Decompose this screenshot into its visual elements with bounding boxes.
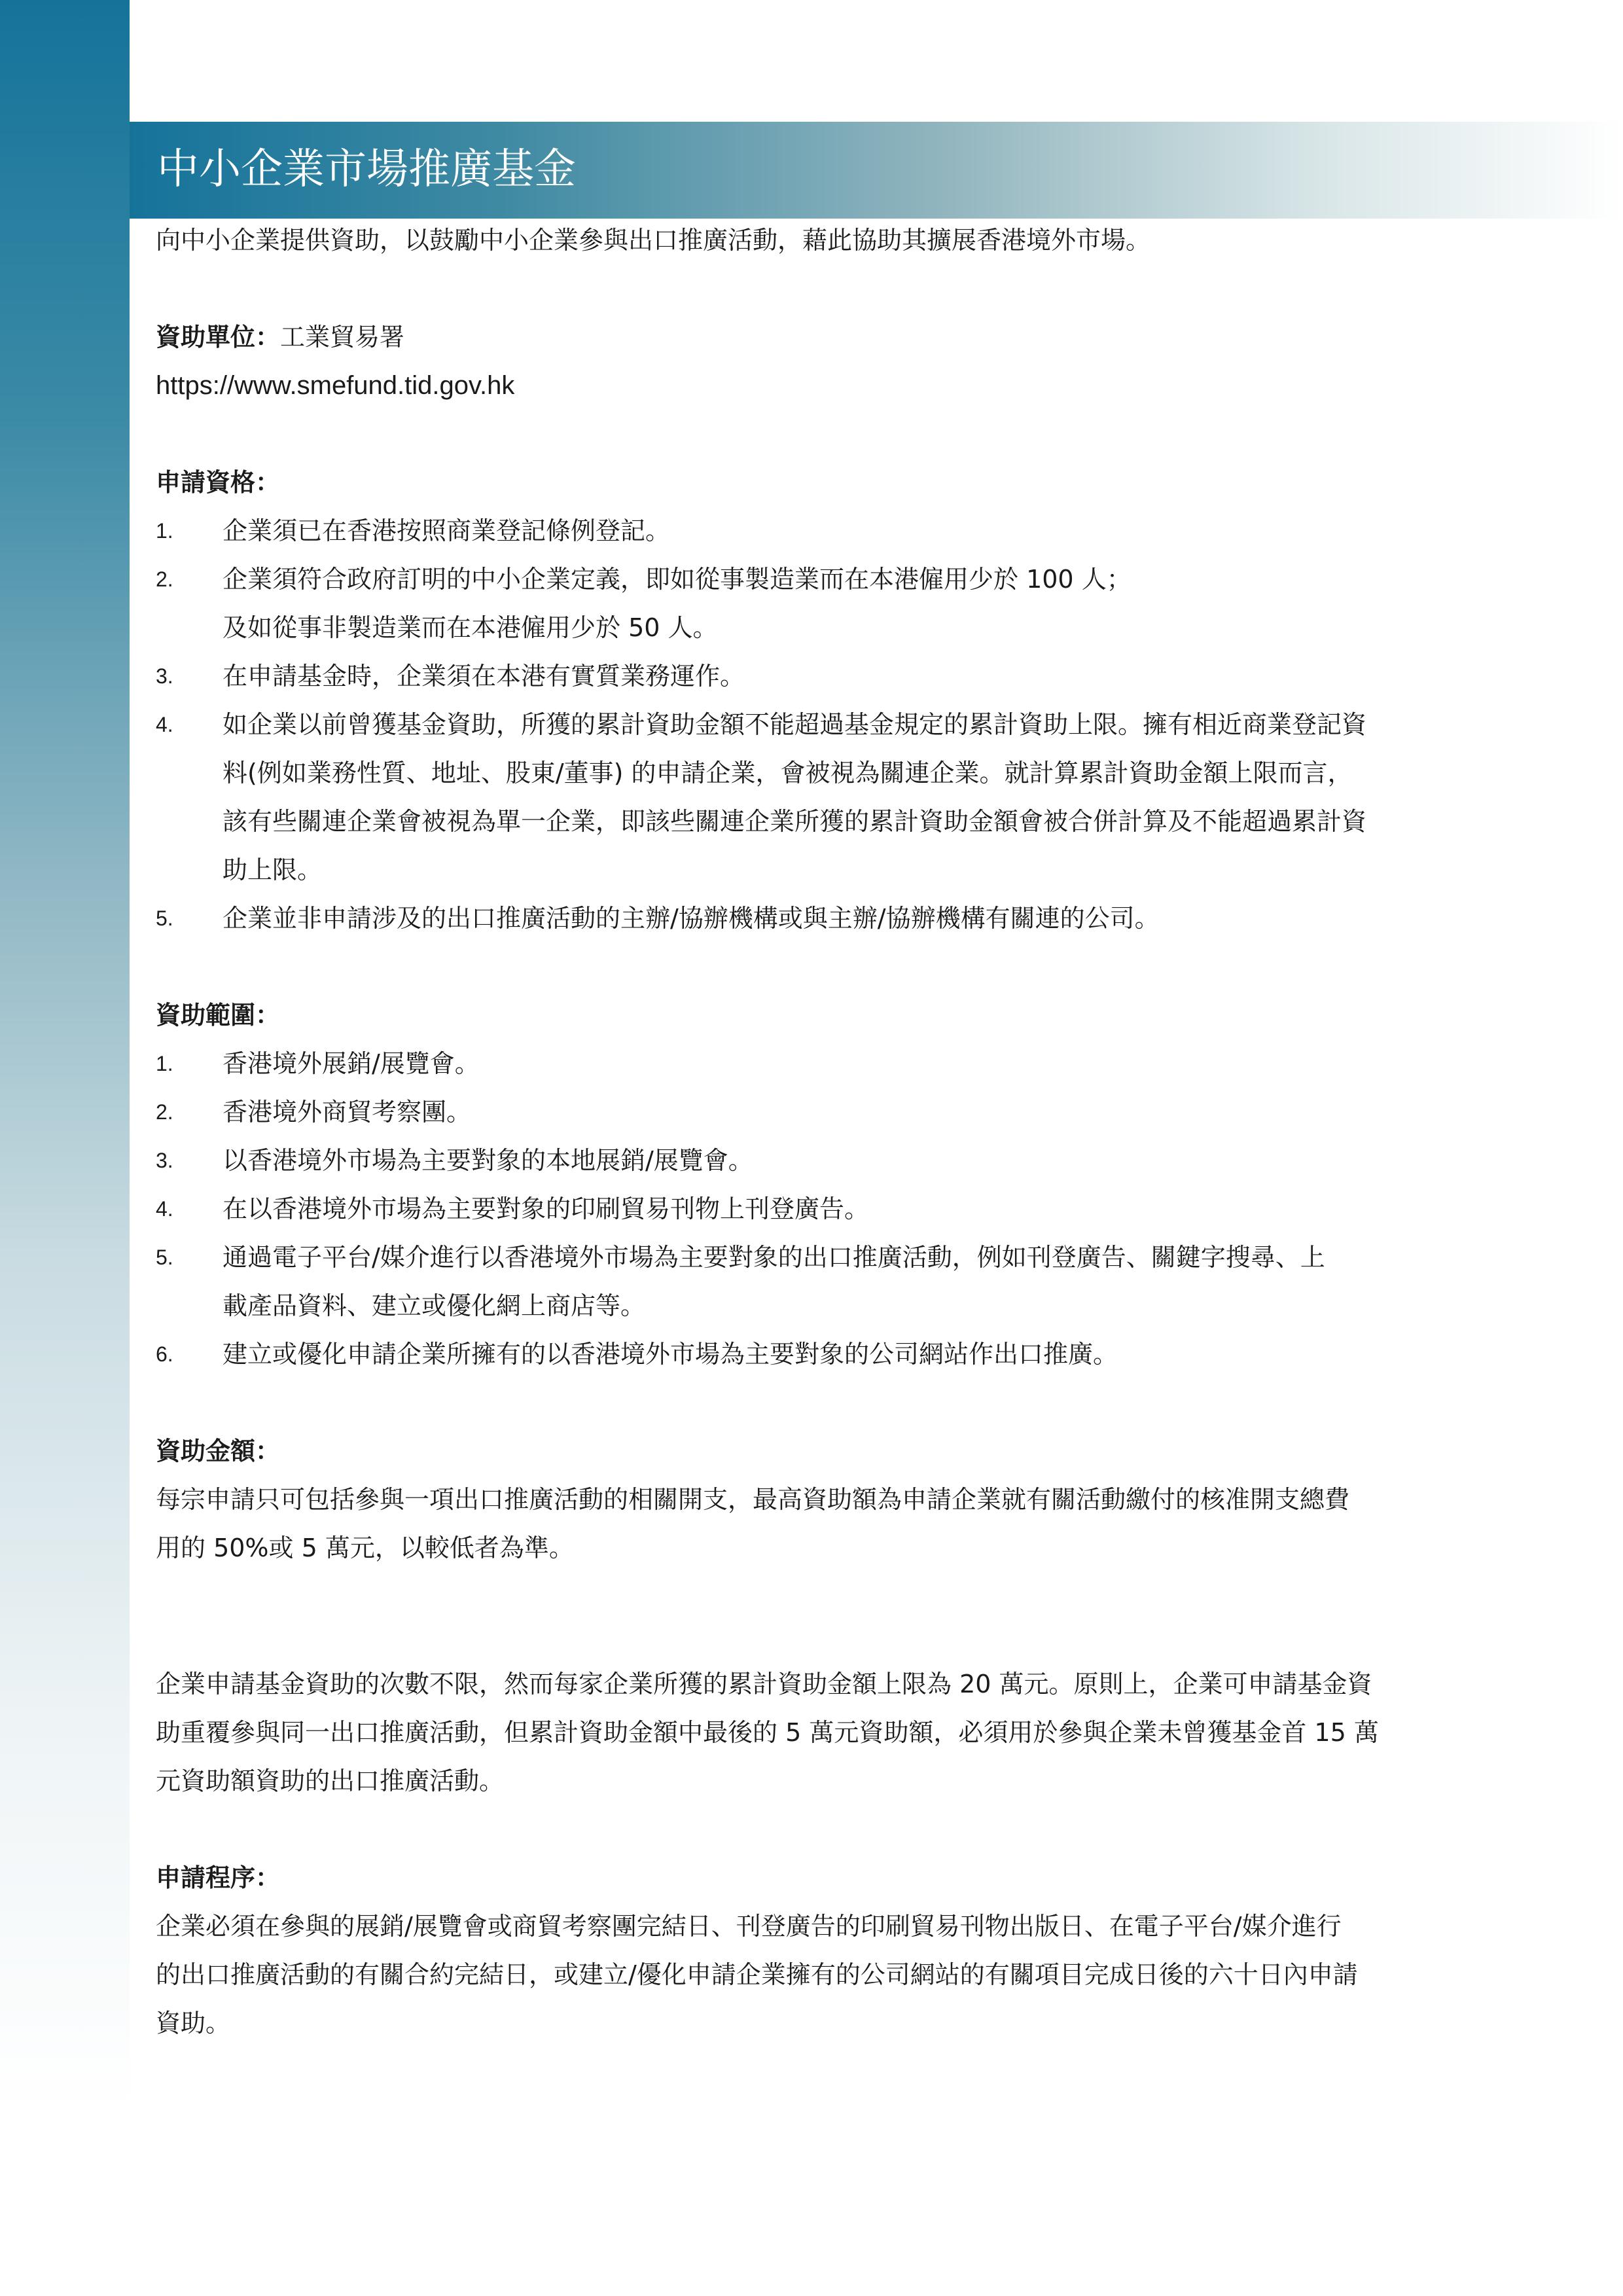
list-item	[156, 1088, 1491, 1136]
list-item-line: 企業須符合政府訂明的中小企業定義，即如從事製造業而在本港僱用少於 100 人；	[223, 565, 1132, 594]
list-item-text	[223, 894, 1491, 942]
paragraph-line: 資助。	[156, 2009, 231, 2037]
intro-text: 向中小企業提供資助，以鼓勵中小企業參與出口推廣活動，藉此協助其擴展香港境外市場。	[156, 226, 1151, 255]
paragraph-line: 元資助額資助的出口推廣活動。	[156, 1767, 505, 1795]
list-item-line: 料(例如業務性質、地址、股東/董事) 的申請企業，會被視為關連企業。就計算累計資助金額上限而言，	[223, 759, 1353, 787]
document-body	[156, 216, 1491, 2047]
list-item-number: 1.	[156, 1052, 173, 1075]
list-item-line: 在以香港境外市場為主要對象的印刷貿易刊物上刊登廣告。	[223, 1194, 870, 1223]
list-item-line: 香港境外展銷/展覽會。	[223, 1049, 480, 1078]
list-item-number: 5.	[156, 906, 173, 930]
list-item	[156, 1233, 1491, 1330]
eligibility-list	[156, 507, 1491, 942]
list-item	[156, 555, 1491, 652]
list-item-number: 2.	[156, 567, 173, 591]
amount-paragraph-2	[156, 1660, 1491, 1805]
list-item-line: 企業須已在香港按照商業登記條例登記。	[223, 516, 671, 545]
list-item-text	[223, 1039, 1491, 1088]
funding-unit-value: 工業貿易署	[280, 323, 405, 351]
list-item	[156, 700, 1491, 894]
paragraph-line: 企業申請基金資助的次數不限，然而每家企業所獲的累計資助金額上限為 20 萬元。原則上，企業可申請基金資	[156, 1670, 1372, 1698]
list-item-number: 3.	[156, 664, 173, 688]
funding-unit-label: 資助單位：	[156, 323, 281, 351]
paragraph-line: 助重覆參與同一出口推廣活動，但累計資助金額中最後的 5 萬元資助額，必須用於參與企業未曾獲基金首 15 萬	[156, 1718, 1379, 1747]
list-item-line: 通過電子平台/媒介進行以香港境外市場為主要對象的出口推廣活動，例如刊登廣告、關鍵字搜尋、上	[223, 1243, 1325, 1272]
list-item-line: 以香港境外市場為主要對象的本地展銷/展覽會。	[223, 1146, 753, 1175]
list-item	[156, 652, 1491, 700]
list-item-text	[223, 555, 1491, 652]
amount-heading: 資助金額：	[156, 1437, 281, 1465]
scope-list	[156, 1039, 1491, 1378]
list-item-line: 及如從事非製造業而在本港僱用少於 50 人。	[223, 613, 718, 642]
list-item-line: 如企業以前曾獲基金資助，所獲的累計資助金額不能超過基金規定的累計資助上限。擁有相近商業登記資	[223, 710, 1367, 739]
list-item-number: 2.	[156, 1100, 173, 1124]
list-item-line: 該有些關連企業會被視為單一企業，即該些關連企業所獲的累計資助金額會被合併計算及不能超過累計資	[223, 807, 1367, 836]
paragraph-line: 每宗申請只可包括參與一項出口推廣活動的相關開支，最高資助額為申請企業就有關活動繳付的核准開支總費	[156, 1485, 1350, 1514]
list-item-line: 載產品資料、建立或優化網上商店等。	[223, 1291, 646, 1320]
list-item-text	[223, 507, 1491, 555]
list-item-number: 4.	[156, 713, 173, 736]
list-item-line: 在申請基金時，企業須在本港有實質業務運作。	[223, 662, 745, 691]
list-item	[156, 1330, 1491, 1378]
list-item-text	[223, 1330, 1491, 1378]
eligibility-heading: 申請資格：	[156, 468, 281, 497]
list-item	[156, 507, 1491, 555]
amount-paragraph-1	[156, 1475, 1491, 1572]
paragraph-line: 用的 50%或 5 萬元，以較低者為準。	[156, 1534, 574, 1562]
page-title: 中小企業市場推廣基金	[157, 145, 576, 194]
list-item	[156, 1039, 1491, 1088]
list-item-line: 企業並非申請涉及的出口推廣活動的主辦/協辦機構或與主辦/協辦機構有關連的公司。	[223, 904, 1160, 933]
paragraph-line: 的出口推廣活動的有關合約完結日，或建立/優化申請企業擁有的公司網站的有關項目完成日後的六十日內申請	[156, 1960, 1358, 1989]
procedure-paragraph	[156, 1902, 1491, 2047]
procedure-heading: 申請程序：	[156, 1863, 281, 1892]
side-gradient-bar	[0, 0, 130, 2296]
scope-heading: 資助範圍：	[156, 1001, 281, 1030]
list-item-line: 建立或優化申請企業所擁有的以香港境外市場為主要對象的公司網站作出口推廣。	[223, 1340, 1118, 1369]
list-item-line: 助上限。	[223, 855, 323, 884]
funding-unit-line	[156, 313, 1491, 361]
list-item-line: 香港境外商貿考察團。	[223, 1098, 472, 1126]
paragraph-line: 企業必須在參與的展銷/展覽會或商貿考察團完結日、刊登廣告的印刷貿易刊物出版日、在電子平台/媒介進行	[156, 1912, 1342, 1941]
list-item-text	[223, 1233, 1491, 1330]
list-item-text	[223, 1185, 1491, 1233]
list-item-number: 6.	[156, 1342, 173, 1366]
list-item-number: 3.	[156, 1149, 173, 1172]
list-item-number: 1.	[156, 519, 173, 543]
list-item-text	[223, 1088, 1491, 1136]
list-item	[156, 894, 1491, 942]
list-item	[156, 1185, 1491, 1233]
list-item-number: 5.	[156, 1246, 173, 1269]
list-item-text	[223, 700, 1491, 894]
list-item-number: 4.	[156, 1197, 173, 1221]
funding-url[interactable]: https://www.smefund.tid.gov.hk	[156, 371, 515, 400]
list-item	[156, 1136, 1491, 1185]
list-item-text	[223, 652, 1491, 700]
list-item-text	[223, 1136, 1491, 1185]
